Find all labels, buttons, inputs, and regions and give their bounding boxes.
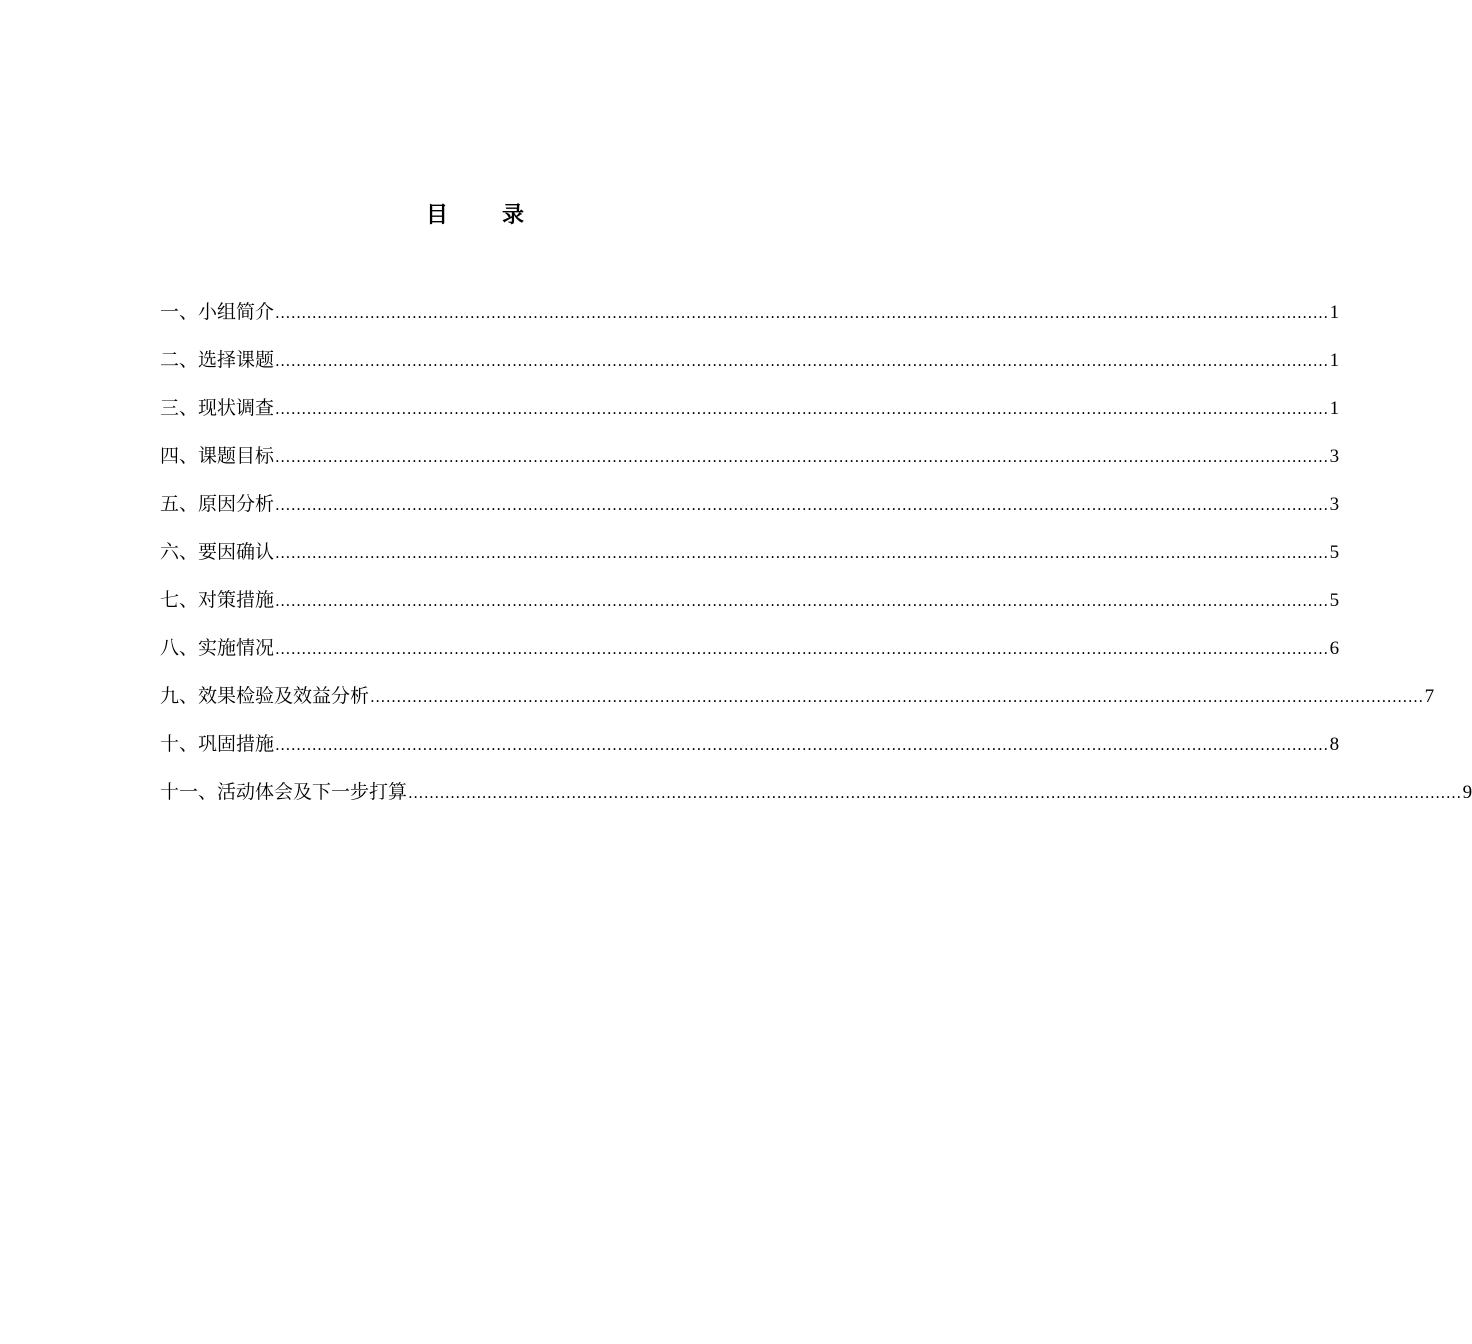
toc-entry-label: 六、要因确认 [160,541,275,563]
toc-dot-leader: ........................................................................................................................................................................................................ [275,352,1329,370]
toc-entry[interactable] [160,438,1340,486]
toc-entry[interactable] [160,486,1340,534]
toc-page-number: 1 [1329,398,1340,419]
toc-entry-label: 九、效果检验及效益分析 [160,685,370,707]
toc-entry[interactable] [160,726,1340,774]
toc-page-number: 9 [1462,782,1472,803]
toc-dot-leader: ........................................................................................................................................................................................................ [370,688,1424,706]
toc-entry[interactable] [160,534,1340,582]
toc-entry-label: 八、实施情况 [160,637,275,659]
toc-dot-leader: ........................................................................................................................................................................................................ [275,736,1329,754]
toc-page-number: 1 [1329,302,1340,323]
toc-page-number: 7 [1424,686,1435,707]
toc-dot-leader: ........................................................................................................................................................................................................ [275,640,1329,658]
toc-page-number: 1 [1329,350,1340,371]
toc-entry[interactable] [160,678,1435,726]
toc-page-number: 6 [1329,638,1340,659]
toc-entry[interactable] [160,582,1340,630]
toc-entry[interactable] [160,342,1340,390]
toc-dot-leader: ........................................................................................................................................................................................................ [275,304,1329,322]
toc-dot-leader: ........................................................................................................................................................................................................ [275,544,1329,562]
toc-entry-label: 四、课题目标 [160,445,275,467]
toc-entry-label: 二、选择课题 [160,349,275,371]
toc-dot-leader: ........................................................................................................................................................................................................ [275,496,1329,514]
toc-entry[interactable] [160,774,1472,822]
toc-entry-label: 五、原因分析 [160,493,275,515]
toc-page-number: 3 [1329,494,1340,515]
toc-entry-label: 三、现状调查 [160,397,275,419]
toc-entry[interactable] [160,630,1340,678]
toc-dot-leader: ........................................................................................................................................................................................................ [275,400,1329,418]
toc-page-number: 3 [1329,446,1340,467]
toc-dot-leader: ........................................................................................................................................................................................................ [275,448,1329,466]
toc-page-number: 5 [1329,542,1340,563]
toc-title: 目录 [425,203,578,228]
toc-entry-label: 一、小组简介 [160,301,275,323]
toc-entry-label: 七、对策措施 [160,589,275,611]
toc-entry[interactable] [160,390,1340,438]
table-of-contents [160,294,1472,822]
toc-entry-label: 十一、活动体会及下一步打算 [160,781,408,803]
toc-dot-leader: ........................................................................................................................................................................................................ [275,592,1329,610]
toc-entry[interactable] [160,294,1340,342]
toc-page-number: 5 [1329,590,1340,611]
toc-entry-label: 十、巩固措施 [160,733,275,755]
toc-page-number: 8 [1329,734,1340,755]
toc-dot-leader: ........................................................................................................................................................................................................ [408,784,1462,802]
